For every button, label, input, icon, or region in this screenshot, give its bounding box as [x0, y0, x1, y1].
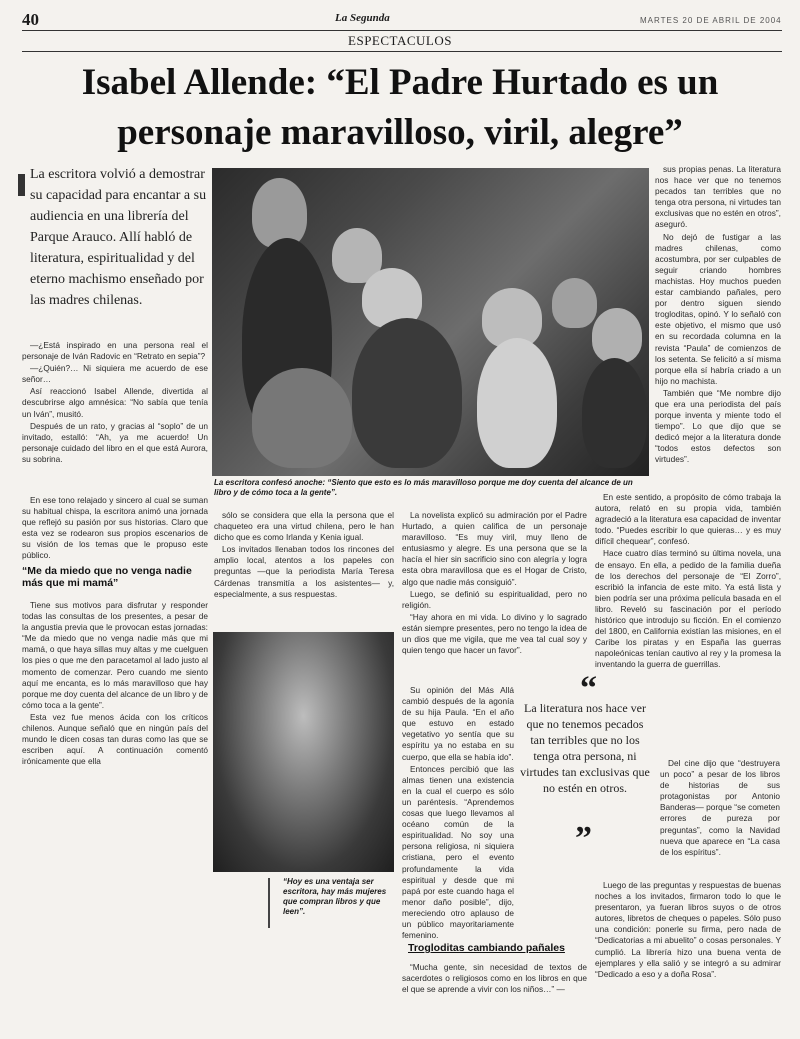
column-1: [22, 340, 208, 466]
paragraph: Su opinión del Más Allá cambió después de la agonía de su hija Paula. “En el año que estuvo en estado vegetativo yo sentía que su espíritu ya no estaba en su cuerpo, que ella se había ido”.: [402, 685, 514, 762]
quote-close-icon: ”: [575, 820, 592, 857]
column-1-continued: [22, 495, 208, 563]
paragraph: Después de un rato, y gracias al “soplo” de un invitado, estalló: “Ah, ya me acuerdo! Un personaje cuidado del libro en el que está Aurora, su sobrina.: [22, 420, 208, 464]
paragraph: sólo se considera que ella la persona que el chaqueteo era una virtud chilena, pero le han dicho que es como Irlanda y Kenia igual.: [214, 510, 394, 543]
pull-quote: La literatura nos hace ver que no tenemos pecados tan terribles que no los tenga otra persona, ni virtudes tan exclusivas que no estén en otros.: [520, 701, 650, 795]
date-line: MARTES 20 DE ABRIL DE 2004: [640, 16, 782, 25]
subhead-2: Trogloditas cambiando pañales: [408, 942, 565, 954]
photo-caption: La escritora confesó anoche: “Siento que esto es lo más maravilloso porque me doy cuenta del alcance de un libro y de cómo toca a la gente”.: [214, 478, 633, 497]
column-3-section2: [402, 962, 587, 996]
paragraph: Así reaccionó Isabel Allende, divertida al descubrirse algo amnésica: “No sabía que tenía un Iván”, musitó.: [22, 386, 208, 419]
section-label: ESPECTACULOS: [348, 33, 452, 48]
column-3: [402, 510, 587, 657]
section-rule: [22, 51, 782, 52]
paragraph: Luego de las preguntas y respuestas de buenas noches a los invitados, firmaron todo lo que le presentaron, ya fueran libros suyos o de otros autores, libretos de cheques o papeles. Sólo puso una condición: ponerle su firma, pero nada de “Dedicatorias a mi abuelito” o cosas personales. Y cumplió. La librería hizo una buena venta de ejemplares y ella salió y se integró a su admirar “Dedicado a eso y a doña Rosa”.: [595, 880, 781, 979]
paragraph: En ese tono relajado y sincero al cual se suman su habitual chispa, la escritora animó una jornada que reflejó su pasión por sus historias. Claro que esta vez se rodearon sus propios escenarios de su visión de los temas que le propuso este público.: [22, 495, 208, 561]
paragraph: —¿Quién?… Ni siquiera me acuerdo de ese señor…: [22, 363, 208, 385]
lead-marker: [18, 174, 25, 196]
paragraph: No dejó de fustigar a las madres chilenas, como acostumbra, por ser culpables de seguir criando hombres machistas. Hoy muchos pueden estar cambiando pañales, pero por dentro siguen siendo trogloditas, opinó. Y lo señaló con este objetivo, el mismo que usó en su recordada columna en la revista “Paula” de comienzos de los setenta. Se felicitó a sí misma porque ella sí habría criado a un hijo no machista.: [655, 231, 781, 386]
headline: Isabel Allende: “El Padre Hurtado es un personaje maravilloso, viril, alegre”: [81, 62, 719, 153]
paragraph: Esta vez fue menos ácida con los críticos chilenos. Aunque señaló que en ningún país del mundo le dicen cosas tan duras como las que se escriben aquí. A continuación comentó irónicamente que ella: [22, 711, 208, 767]
photo-signing-event: [212, 168, 649, 476]
column-2: [214, 510, 394, 601]
lead-paragraph: La escritora volvió a demostrar su capacidad para encantar a su audiencia en una librería del Parque Arauco. Allí habló de literatura, espiritualidad y del eterno machismo enseñado por las madres chilenas.: [30, 167, 207, 308]
paragraph: En este sentido, a propósito de cómo trabaja la autora, relató en su propia vida, también agradeció a la literatura esa capacidad de inventar todo. “Puedes escribir lo que quieras… y es muy difícil chequear”, confesó.: [595, 492, 781, 547]
column-1-section2: [22, 600, 208, 768]
paragraph: La novelista explicó su admiración por el Padre Hurtado, a quien califica de un personaje maravilloso. “Es muy viril, muy lleno de entusiasmo y alegre. Es una persona que se la hacía el hier sin sacrificio sino con alegría y logra esta obra maravillosa que es el Hogar de Cristo, algo que nadie más consiguió”.: [402, 510, 587, 587]
column-4-bottom: [595, 880, 781, 981]
column-4: [655, 164, 781, 467]
masthead: La Segunda: [335, 12, 390, 24]
paragraph: Luego, se definió su espiritualidad, pero no religión.: [402, 588, 587, 610]
paragraph: “Mucha gente, sin necesidad de textos de sacerdotes o religiosos como en los libros en que el que se aprende a vivir con los niños…” —: [402, 962, 587, 995]
paragraph: Hace cuatro días terminó su última novela, una de ensayo. En ella, a pedido de la familia dueña de los derechos del personaje de “El Zorro”, escribió la infancia de este mito. Ya está lista y bien podría ser una próxima película basada en el libro. Reveló su fascinación por el período histórico que introdujo su ficción. En el comienzo del 1800, en California existían las misiones, en el Caribe los piratas y en España las guerras napoleónicas tenían cautivo al rey y la promesa la inventando la guerra de guerrillas.: [595, 548, 781, 670]
paragraph: También que “Me nombre dijo que era una periodista del país porque inventa y miente todo el tiempo”. Lo que dijo que se dedicó mejor a la literatura donde “todos estos defectos son virtudes”.: [655, 387, 781, 465]
top-rule: [22, 30, 782, 31]
paragraph: “Hay ahora en mi vida. Lo divino y lo sagrado están siempre presentes, pero no tengo la idea de un dios que me vigila, que me vea tal cual soy y quien tengo que hacer un favor”.: [402, 611, 587, 656]
caption-marker: [268, 878, 270, 928]
subhead-1: “Me da miedo que no venga nadie más que mi mamá”: [22, 565, 192, 589]
paragraph: Entonces percibió que las almas tienen una existencia en la cual el cuerpo es sólo un paréntesis. “Aprendemos cosas que luego llevamos al océano común de la espiritualidad. No soy una persona religiosa, ni siquiera cristiana, pero el evento profundamente la vida espiritual y desde que mi papá por este cuando haga el menor daño posible”, dijo, mereciendo otro aplauso de un público mayoritariamente femenino.: [402, 763, 514, 941]
paragraph: sus propias penas. La literatura nos hace ver que no tenemos pecados tan terribles que no tenga otra persona, ni virtudes tan exclusivas que no estén en otros”, aseguró.: [655, 164, 781, 230]
paragraph: —¿Está inspirado en una persona real el personaje de Iván Radovic en “Retrato en sepia”?: [22, 340, 208, 362]
column-3-narrow: [402, 685, 514, 942]
photo-caption: “Hoy es una ventaja ser escritora, hay más mujeres que compran libros y que leen”.: [283, 877, 387, 916]
photo-portrait: [213, 632, 394, 872]
column-4-wide: [595, 492, 781, 672]
paragraph: Del cine dijo que “destruyera un poco” a pesar de los libros de historias de sus protagonistas por Antonio Banderas— porque “se cometen errores de pureza por preguntas”, como la Navidad nueva que aparece en “La casa de los espíritus”.: [660, 758, 780, 857]
paragraph: Tiene sus motivos para disfrutar y responder todas las consultas de los presentes, a pesar de la angustia previa que le provocan estas jornadas: “Me da miedo que no venga nadie más que mi mamá, o que haya sillas muy altas y me cuelguen los pies o que me den paracetamol al lado justo al momento de comenzar. Pero cuando me siento aquí me encanta, es lo más maravilloso que hay porque me doy cuenta del alcance de un libro y de cómo toca a la gente”.: [22, 600, 208, 710]
page-number: 40: [22, 10, 39, 29]
column-4-narrow: [660, 758, 780, 859]
paragraph: Los invitados llenaban todos los rincones del amplio local, atentos a los papeles con preguntas —que la periodista María Teresa Cárdenas transmitía a los asistentes— y, especialmente, a sus respuestas.: [214, 544, 394, 599]
quote-open-icon: “: [580, 670, 597, 707]
